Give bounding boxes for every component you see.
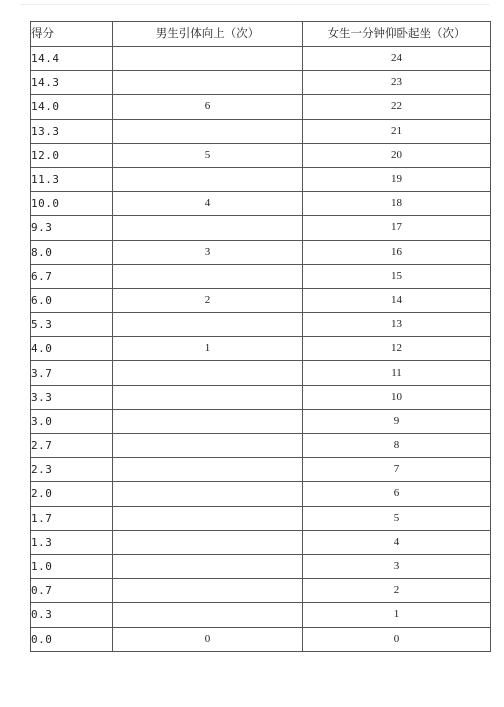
cell-boys-pullups: 6 bbox=[113, 95, 303, 119]
cell-score: 14.3 bbox=[31, 71, 113, 95]
cell-score: 1.7 bbox=[31, 506, 113, 530]
table-row bbox=[31, 264, 491, 288]
cell-girls-situps: 8 bbox=[303, 434, 491, 458]
cell-score: 0.0 bbox=[31, 627, 113, 651]
table-row bbox=[31, 167, 491, 191]
cell-girls-situps: 19 bbox=[303, 167, 491, 191]
cell-girls-situps: 16 bbox=[303, 240, 491, 264]
header-score: 得分 bbox=[31, 22, 113, 47]
cell-score: 2.3 bbox=[31, 458, 113, 482]
table-row bbox=[31, 47, 491, 71]
cell-boys-pullups: 2 bbox=[113, 288, 303, 312]
cell-boys-pullups bbox=[113, 554, 303, 578]
table-row bbox=[31, 119, 491, 143]
cell-boys-pullups: 1 bbox=[113, 337, 303, 361]
cell-boys-pullups: 0 bbox=[113, 627, 303, 651]
table-row bbox=[31, 434, 491, 458]
table-row bbox=[31, 337, 491, 361]
cell-girls-situps: 23 bbox=[303, 71, 491, 95]
cell-girls-situps: 3 bbox=[303, 554, 491, 578]
cell-girls-situps: 4 bbox=[303, 530, 491, 554]
cell-girls-situps: 15 bbox=[303, 264, 491, 288]
cell-boys-pullups bbox=[113, 409, 303, 433]
cell-score: 12.0 bbox=[31, 143, 113, 167]
table-row bbox=[31, 288, 491, 312]
cell-boys-pullups bbox=[113, 482, 303, 506]
table-row bbox=[31, 409, 491, 433]
cell-boys-pullups bbox=[113, 71, 303, 95]
cell-boys-pullups bbox=[113, 385, 303, 409]
cell-girls-situps: 12 bbox=[303, 337, 491, 361]
cell-score: 11.3 bbox=[31, 167, 113, 191]
cell-girls-situps: 1 bbox=[303, 603, 491, 627]
table-row bbox=[31, 530, 491, 554]
cell-score: 6.7 bbox=[31, 264, 113, 288]
header-girls-situps: 女生一分钟仰卧起坐（次） bbox=[303, 22, 491, 47]
table-body bbox=[31, 47, 491, 652]
table-row bbox=[31, 554, 491, 578]
cell-score: 5.3 bbox=[31, 313, 113, 337]
cell-boys-pullups bbox=[113, 167, 303, 191]
cell-girls-situps: 9 bbox=[303, 409, 491, 433]
table-row bbox=[31, 579, 491, 603]
table-row bbox=[31, 627, 491, 651]
cell-boys-pullups bbox=[113, 361, 303, 385]
table-header-row bbox=[31, 22, 491, 47]
cell-girls-situps: 20 bbox=[303, 143, 491, 167]
table-row bbox=[31, 216, 491, 240]
cell-boys-pullups bbox=[113, 579, 303, 603]
cell-boys-pullups bbox=[113, 264, 303, 288]
cell-score: 13.3 bbox=[31, 119, 113, 143]
cell-girls-situps: 6 bbox=[303, 482, 491, 506]
cell-girls-situps: 18 bbox=[303, 192, 491, 216]
cell-score: 8.0 bbox=[31, 240, 113, 264]
cell-score: 0.3 bbox=[31, 603, 113, 627]
scan-edge-line bbox=[20, 4, 490, 5]
table-row bbox=[31, 361, 491, 385]
cell-score: 1.3 bbox=[31, 530, 113, 554]
table-row bbox=[31, 95, 491, 119]
cell-girls-situps: 2 bbox=[303, 579, 491, 603]
cell-score: 0.7 bbox=[31, 579, 113, 603]
cell-score: 2.0 bbox=[31, 482, 113, 506]
cell-girls-situps: 17 bbox=[303, 216, 491, 240]
cell-girls-situps: 13 bbox=[303, 313, 491, 337]
cell-boys-pullups bbox=[113, 603, 303, 627]
cell-girls-situps: 5 bbox=[303, 506, 491, 530]
table-row bbox=[31, 143, 491, 167]
cell-score: 1.0 bbox=[31, 554, 113, 578]
cell-score: 3.7 bbox=[31, 361, 113, 385]
cell-boys-pullups bbox=[113, 530, 303, 554]
cell-girls-situps: 24 bbox=[303, 47, 491, 71]
cell-score: 9.3 bbox=[31, 216, 113, 240]
cell-girls-situps: 21 bbox=[303, 119, 491, 143]
score-table bbox=[30, 21, 491, 652]
cell-girls-situps: 22 bbox=[303, 95, 491, 119]
cell-boys-pullups bbox=[113, 119, 303, 143]
cell-boys-pullups: 4 bbox=[113, 192, 303, 216]
table-row bbox=[31, 603, 491, 627]
cell-girls-situps: 7 bbox=[303, 458, 491, 482]
cell-boys-pullups bbox=[113, 506, 303, 530]
cell-boys-pullups bbox=[113, 216, 303, 240]
cell-girls-situps: 14 bbox=[303, 288, 491, 312]
table-row bbox=[31, 482, 491, 506]
table-row bbox=[31, 458, 491, 482]
cell-boys-pullups bbox=[113, 434, 303, 458]
cell-boys-pullups: 3 bbox=[113, 240, 303, 264]
cell-score: 6.0 bbox=[31, 288, 113, 312]
cell-score: 14.0 bbox=[31, 95, 113, 119]
cell-score: 10.0 bbox=[31, 192, 113, 216]
cell-girls-situps: 10 bbox=[303, 385, 491, 409]
table-row bbox=[31, 192, 491, 216]
cell-score: 3.0 bbox=[31, 409, 113, 433]
cell-boys-pullups: 5 bbox=[113, 143, 303, 167]
cell-boys-pullups bbox=[113, 313, 303, 337]
cell-score: 4.0 bbox=[31, 337, 113, 361]
cell-girls-situps: 11 bbox=[303, 361, 491, 385]
table-row bbox=[31, 240, 491, 264]
cell-boys-pullups bbox=[113, 47, 303, 71]
cell-score: 14.4 bbox=[31, 47, 113, 71]
cell-score: 2.7 bbox=[31, 434, 113, 458]
table-row bbox=[31, 313, 491, 337]
cell-girls-situps: 0 bbox=[303, 627, 491, 651]
table-row bbox=[31, 385, 491, 409]
table-row bbox=[31, 506, 491, 530]
table-row bbox=[31, 71, 491, 95]
cell-score: 3.3 bbox=[31, 385, 113, 409]
header-boys-pullups: 男生引体向上（次） bbox=[113, 22, 303, 47]
cell-boys-pullups bbox=[113, 458, 303, 482]
